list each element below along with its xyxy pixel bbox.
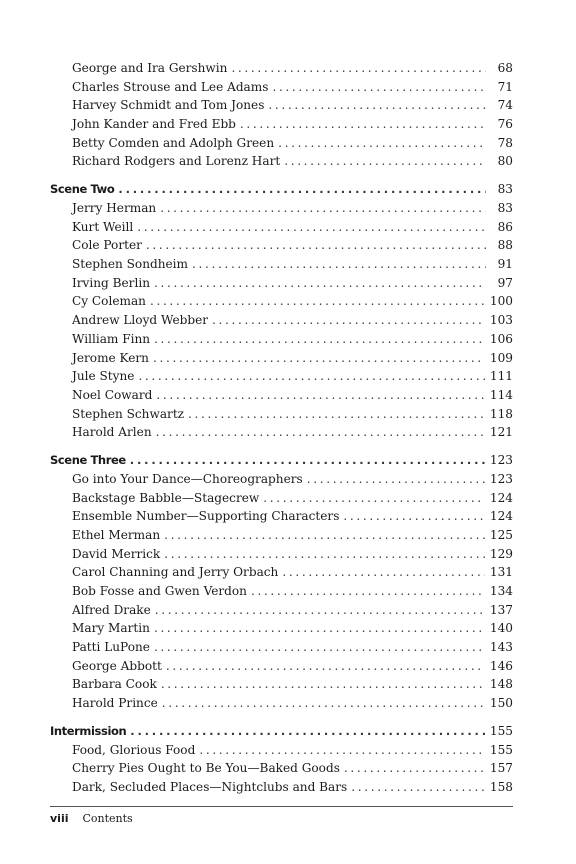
section-gap (50, 713, 513, 722)
toc-entry (50, 778, 513, 797)
toc-entry (50, 405, 513, 424)
dot-leader (212, 311, 485, 330)
toc-entry-title: Bob Fosse and Gwen Verdon (72, 583, 247, 598)
section-title: Scene Three (50, 453, 126, 468)
toc-entry-title: Charles Strouse and Lee Adams (72, 79, 269, 94)
toc-entry-page: 71 (497, 79, 513, 94)
dot-leader (164, 545, 485, 564)
toc-entry-page: 131 (489, 565, 513, 580)
toc-entry-page: 100 (489, 294, 513, 309)
section-page: 83 (497, 182, 513, 197)
toc-entry (50, 423, 513, 442)
toc-entry-title: Patti LuPone (72, 640, 150, 654)
toc-entry (50, 675, 513, 694)
toc-section-heading (50, 451, 513, 470)
dot-leader (137, 218, 486, 237)
section-page: 155 (489, 723, 513, 738)
toc-entry-page: 124 (489, 490, 513, 505)
toc-entry (50, 638, 513, 657)
toc-entry-page: 80 (497, 154, 513, 169)
toc-entry-title: Harold Prince (72, 696, 158, 711)
toc-entry-title: Go into Your Dance—Choreographers (72, 471, 303, 486)
toc-entry (50, 218, 513, 237)
dot-leader (130, 722, 485, 741)
toc-entry (50, 470, 513, 489)
toc-entry-page: 74 (497, 98, 513, 113)
toc-entry-page: 114 (489, 387, 513, 402)
toc-entry-page: 158 (489, 780, 513, 794)
toc-entry-title: Betty Comden and Adolph Green (72, 135, 275, 150)
page-number: viii (50, 812, 69, 825)
toc-entry-title: Ensemble Number—Supporting Characters (72, 509, 340, 524)
dot-leader (162, 694, 485, 713)
toc-entry (50, 255, 513, 274)
table-of-contents (50, 59, 513, 797)
dot-leader (130, 451, 485, 470)
toc-entry (50, 152, 513, 171)
toc-entry-title: Backstage Babble—Stagecrew (72, 490, 260, 505)
toc-entry-title: Harvey Schmidt and Tom Jones (72, 98, 265, 113)
dot-leader (154, 638, 485, 657)
dot-leader (351, 778, 485, 797)
toc-entry (50, 236, 513, 255)
toc-entry (50, 96, 513, 115)
dot-leader (154, 330, 485, 349)
toc-entry (50, 199, 513, 218)
toc-entry-page: 97 (497, 275, 513, 290)
toc-entry-page: 83 (497, 201, 513, 215)
toc-entry-title: Noel Coward (72, 387, 153, 402)
section-gap (50, 171, 513, 180)
toc-entry-title: Stephen Schwartz (72, 406, 185, 421)
toc-entry (50, 78, 513, 97)
dot-leader (272, 78, 486, 97)
dot-leader (344, 759, 485, 778)
dot-leader (343, 507, 484, 526)
toc-entry-page: 118 (489, 406, 513, 421)
toc-entry-page: 155 (489, 742, 513, 757)
toc-entry-title: Jule Styne (72, 369, 135, 384)
toc-entry-page: 103 (489, 313, 513, 328)
toc-entry-title: Barbara Cook (72, 677, 157, 692)
toc-entry (50, 507, 513, 526)
toc-entry-page: 78 (497, 135, 513, 150)
dot-leader (282, 563, 485, 582)
page-footer (50, 812, 133, 825)
toc-entry-page: 121 (489, 425, 513, 440)
toc-entry-title: Mary Martin (72, 621, 150, 636)
dot-leader (263, 489, 485, 508)
dot-leader (284, 152, 486, 171)
toc-entry-page: 109 (489, 350, 513, 365)
dot-leader (166, 657, 485, 676)
toc-entry-title: Andrew Lloyd Webber (72, 313, 209, 328)
dot-leader (164, 526, 485, 545)
toc-entry-page: 68 (497, 61, 513, 75)
toc-entry-page: 140 (489, 621, 513, 636)
toc-entry-page: 106 (489, 331, 513, 346)
toc-entry-title: Alfred Drake (72, 602, 151, 617)
toc-section-heading (50, 722, 513, 741)
dot-leader (307, 470, 485, 489)
toc-entry-title: John Kander and Fred Ebb (72, 117, 236, 132)
toc-entry (50, 134, 513, 153)
dot-leader (160, 199, 486, 218)
toc-entry (50, 115, 513, 134)
toc-entry-page: 125 (489, 527, 513, 542)
toc-entry (50, 694, 513, 713)
toc-entry (50, 657, 513, 676)
toc-entry (50, 330, 513, 349)
toc-entry-title: George and Ira Gershwin (72, 61, 228, 75)
dot-leader (156, 423, 485, 442)
toc-entry-page: 88 (497, 238, 513, 253)
dot-leader (231, 59, 486, 78)
toc-entry-title: Cy Coleman (72, 294, 146, 309)
toc-entry-title: Irving Berlin (72, 275, 150, 290)
toc-entry-page: 134 (489, 583, 513, 598)
section-page: 123 (489, 453, 513, 468)
toc-entry-page: 146 (489, 658, 513, 673)
toc-entry (50, 274, 513, 293)
dot-leader (240, 115, 486, 134)
toc-entry-page: 76 (497, 117, 513, 132)
dot-leader (138, 367, 484, 386)
toc-entry-title: David Merrick (72, 546, 161, 561)
dot-leader (154, 274, 486, 293)
dot-leader (118, 180, 486, 199)
toc-entry (50, 311, 513, 330)
dot-leader (146, 236, 486, 255)
toc-entry (50, 367, 513, 386)
toc-entry (50, 563, 513, 582)
toc-entry-title: Jerome Kern (72, 350, 149, 365)
toc-entry-page: 91 (497, 257, 513, 272)
toc-entry-page: 157 (489, 761, 513, 776)
toc-entry (50, 619, 513, 638)
dot-leader (161, 675, 485, 694)
dot-leader (268, 96, 486, 115)
dot-leader (199, 741, 485, 760)
dot-leader (155, 601, 485, 620)
dot-leader (150, 292, 485, 311)
toc-entry (50, 582, 513, 601)
section-gap (50, 442, 513, 451)
dot-leader (188, 405, 485, 424)
section-title: Intermission (50, 723, 127, 738)
toc-entry-title: Richard Rodgers and Lorenz Hart (72, 154, 281, 169)
toc-entry (50, 741, 513, 760)
toc-entry (50, 545, 513, 564)
toc-entry-page: 111 (489, 369, 513, 384)
toc-entry-title: Stephen Sondheim (72, 257, 189, 272)
toc-entry-title: George Abbott (72, 658, 162, 673)
toc-entry-page: 143 (489, 640, 513, 654)
toc-entry (50, 386, 513, 405)
toc-entry-title: Cherry Pies Ought to Be You—Baked Goods (72, 761, 340, 776)
toc-entry (50, 526, 513, 545)
toc-entry (50, 59, 513, 78)
toc-section-heading (50, 180, 513, 199)
dot-leader (278, 134, 486, 153)
toc-entry-page: 129 (489, 546, 513, 561)
toc-entry-title: Ethel Merman (72, 527, 161, 542)
toc-entry (50, 349, 513, 368)
toc-entry-title: Dark, Secluded Places—Nightclubs and Bars (72, 780, 348, 794)
dot-leader (153, 349, 485, 368)
dot-leader (154, 619, 485, 638)
toc-entry-title: Jerry Herman (72, 201, 157, 215)
toc-entry (50, 601, 513, 620)
toc-entry-page: 124 (489, 509, 513, 524)
toc-entry-page: 150 (489, 696, 513, 711)
dot-leader (156, 386, 485, 405)
toc-entry-title: Kurt Weill (72, 219, 134, 234)
toc-entry-title: Food, Glorious Food (72, 742, 196, 757)
toc-entry (50, 759, 513, 778)
toc-entry-page: 86 (497, 219, 513, 234)
footer-rule (50, 806, 513, 807)
dot-leader (251, 582, 485, 601)
toc-entry-page: 123 (489, 471, 513, 486)
toc-entry-title: William Finn (72, 331, 151, 346)
toc-entry (50, 489, 513, 508)
toc-entry-page: 137 (489, 602, 513, 617)
toc-entry-title: Carol Channing and Jerry Orbach (72, 565, 279, 580)
toc-entry (50, 292, 513, 311)
dot-leader (192, 255, 486, 274)
toc-entry-title: Harold Arlen (72, 425, 152, 440)
running-footer-label: Contents (82, 812, 133, 825)
section-title: Scene Two (50, 182, 115, 197)
toc-entry-title: Cole Porter (72, 238, 142, 253)
toc-entry-page: 148 (489, 677, 513, 692)
